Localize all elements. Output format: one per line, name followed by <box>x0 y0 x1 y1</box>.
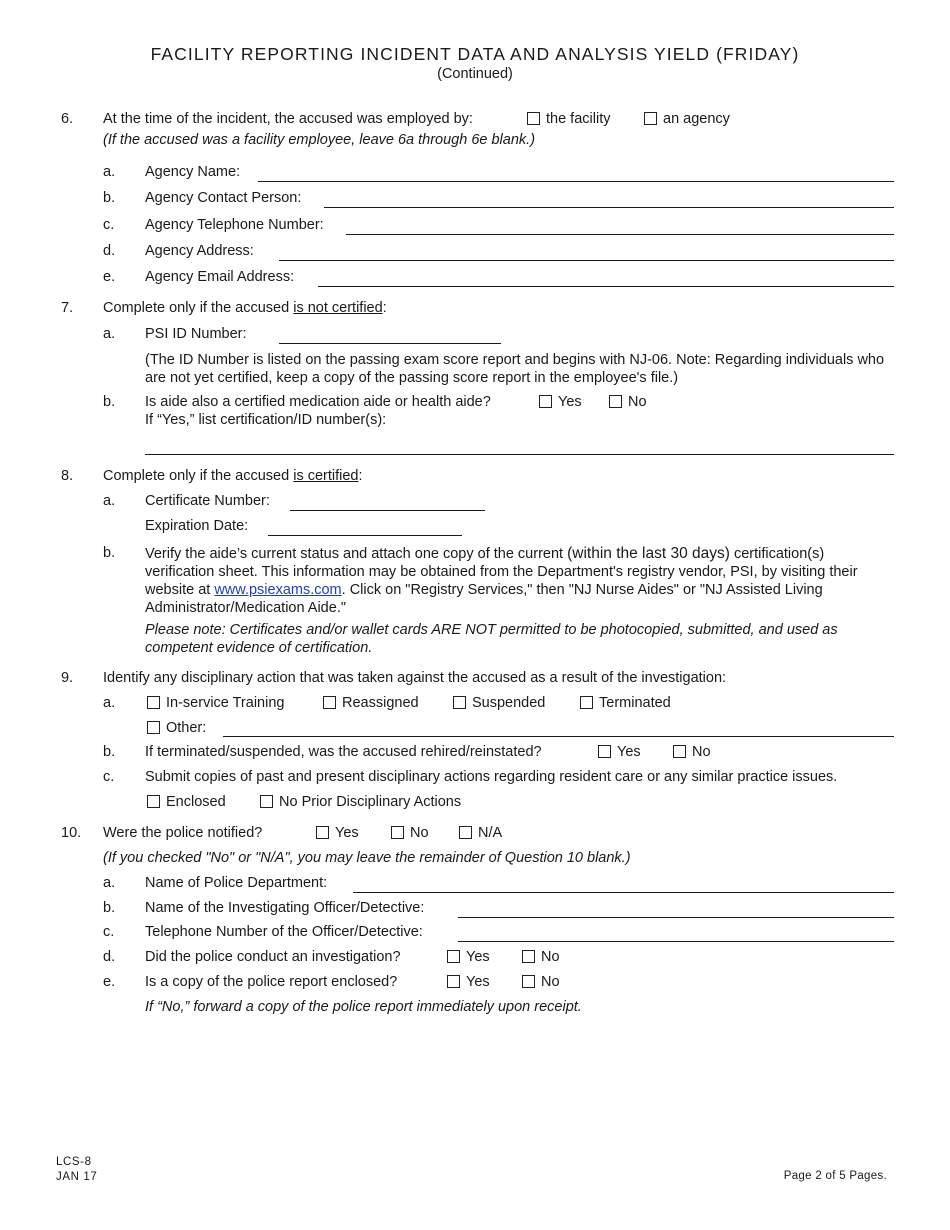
q6e-letter: e. <box>103 269 116 285</box>
terminated-checkbox[interactable] <box>580 696 593 709</box>
q9b-yes-checkbox[interactable] <box>598 745 611 758</box>
expiration-date-label: Expiration Date: <box>145 518 249 534</box>
q10e-note: If “No,” forward a copy of the police report immediately upon receipt. <box>145 999 582 1015</box>
agency-contact-field[interactable] <box>324 207 894 208</box>
q9-number: 9. <box>61 670 74 686</box>
q9b-letter: b. <box>103 744 116 760</box>
q9b-no-option[interactable] <box>673 744 711 760</box>
q10d-question: Did the police conduct an investigation? <box>145 949 401 965</box>
inservice-training-checkbox[interactable] <box>147 696 160 709</box>
q9b-yes-label: Yes <box>617 744 641 760</box>
q7-text <box>103 300 387 316</box>
q7a-letter: a. <box>103 326 116 342</box>
form-date: JAN 17 <box>56 1171 98 1183</box>
terminated-label: Terminated <box>599 695 671 711</box>
police-na-option[interactable] <box>459 825 502 841</box>
investigation-yes-option[interactable] <box>447 949 490 965</box>
police-department-field[interactable] <box>353 892 894 893</box>
police-no-checkbox[interactable] <box>391 826 404 839</box>
q8-number: 8. <box>61 468 74 484</box>
page-title: FACILITY REPORTING INCIDENT DATA AND ANALYSIS YIELD (FRIDAY) <box>150 44 800 64</box>
suspended-checkbox[interactable] <box>453 696 466 709</box>
enclosed-checkbox[interactable] <box>147 795 160 808</box>
q10-text: Were the police notified? <box>103 825 263 841</box>
q7b-question: Is aide also a certified medication aide or health aide? <box>145 394 491 410</box>
q10d-letter: d. <box>103 949 116 965</box>
q6d-letter: d. <box>103 243 116 259</box>
page-subtitle: (Continued) <box>437 66 513 82</box>
report-no-option[interactable] <box>522 974 560 990</box>
q8b-text-3: . Click on "Registry Services," then "NJ Nurse Aides" or "NJ Assisted Living Administrator/Medication Aide." <box>145 582 823 616</box>
reassigned-option[interactable] <box>323 695 419 711</box>
q8-text-pre: Complete only if the accused <box>103 468 294 484</box>
agency-email-field[interactable] <box>318 286 894 287</box>
psi-id-note: (The ID Number is listed on the passing exam score report and begins with NJ-06. Note: Regarding individuals who are not yet certified, keep a copy of the passing score report in the employee's file.) <box>145 352 885 386</box>
q6-number: 6. <box>61 111 74 127</box>
q7-number: 7. <box>61 300 74 316</box>
inservice-training-option[interactable] <box>147 695 284 711</box>
other-action-field[interactable] <box>223 736 894 737</box>
psi-id-label: PSI ID Number: <box>145 326 247 342</box>
enclosed-option[interactable] <box>147 794 226 810</box>
investigation-no-label: No <box>541 949 560 965</box>
q7-text-pre: Complete only if the accused <box>103 300 294 316</box>
report-yes-label: Yes <box>466 974 490 990</box>
agency-address-label: Agency Address: <box>145 243 254 259</box>
no-prior-checkbox[interactable] <box>260 795 273 808</box>
police-yes-checkbox[interactable] <box>316 826 329 839</box>
police-yes-label: Yes <box>335 825 359 841</box>
q8a-letter: a. <box>103 493 116 509</box>
investigation-yes-checkbox[interactable] <box>447 950 460 963</box>
investigation-no-option[interactable] <box>522 949 560 965</box>
police-department-label: Name of Police Department: <box>145 875 328 891</box>
agency-address-field[interactable] <box>279 260 894 261</box>
q9c-letter: c. <box>103 769 115 785</box>
q7b-yes-checkbox[interactable] <box>539 395 552 408</box>
other-label: Other: <box>166 720 207 736</box>
q10c-letter: c. <box>103 924 115 940</box>
police-na-checkbox[interactable] <box>459 826 472 839</box>
q7b-letter: b. <box>103 394 116 410</box>
q8b-text-emphasis: (within the last 30 days) <box>567 545 730 562</box>
other-checkbox[interactable] <box>147 721 160 734</box>
no-prior-option[interactable] <box>260 794 461 810</box>
officer-phone-label: Telephone Number of the Officer/Detective: <box>145 924 423 940</box>
q7b-list-label: If “Yes,” list certification/ID number(s): <box>145 412 387 428</box>
q7b-yes-option[interactable] <box>539 394 582 410</box>
q6-note: (If the accused was a facility employee, leave 6a through 6e blank.) <box>103 132 536 148</box>
q9b-no-checkbox[interactable] <box>673 745 686 758</box>
reassigned-checkbox[interactable] <box>323 696 336 709</box>
q9b-yes-option[interactable] <box>598 744 641 760</box>
facility-checkbox[interactable] <box>527 112 540 125</box>
police-no-option[interactable] <box>391 825 429 841</box>
q7b-no-checkbox[interactable] <box>609 395 622 408</box>
q10e-letter: e. <box>103 974 116 990</box>
reassigned-label: Reassigned <box>342 695 419 711</box>
officer-name-field[interactable] <box>458 917 894 918</box>
report-no-checkbox[interactable] <box>522 975 535 988</box>
q8-text-underlined: is certified <box>293 468 359 484</box>
officer-phone-field[interactable] <box>458 941 894 942</box>
q7-text-post: : <box>382 300 387 316</box>
q10b-letter: b. <box>103 900 116 916</box>
q10-number: 10. <box>61 825 82 841</box>
q10e-question: Is a copy of the police report enclosed? <box>145 974 398 990</box>
q10a-letter: a. <box>103 875 116 891</box>
q8-text-post: : <box>358 468 363 484</box>
agency-email-label: Agency Email Address: <box>145 269 295 285</box>
q8b-letter: b. <box>103 545 116 561</box>
investigation-yes-label: Yes <box>466 949 490 965</box>
page-number: Page 2 of 5 Pages. <box>783 1170 887 1182</box>
investigation-no-checkbox[interactable] <box>522 950 535 963</box>
agency-name-field[interactable] <box>258 181 894 182</box>
certificate-number-field[interactable] <box>290 510 485 511</box>
report-yes-option[interactable] <box>447 974 490 990</box>
certificate-number-label: Certificate Number: <box>145 493 270 509</box>
q9b-no-label: No <box>692 744 711 760</box>
terminated-option[interactable] <box>580 695 671 711</box>
agency-checkbox[interactable] <box>644 112 657 125</box>
psiexams-link[interactable]: www.psiexams.com <box>214 582 342 598</box>
police-yes-option[interactable] <box>316 825 359 841</box>
q9b-question: If terminated/suspended, was the accused rehired/reinstated? <box>145 744 542 760</box>
agency-name-label: Agency Name: <box>145 164 241 180</box>
q8-text <box>103 468 363 484</box>
police-no-label: No <box>410 825 429 841</box>
q7-text-underlined: is not certified <box>293 300 383 316</box>
q6c-letter: c. <box>103 217 115 233</box>
report-yes-checkbox[interactable] <box>447 975 460 988</box>
form-id: LCS-8 <box>56 1156 92 1168</box>
expiration-date-field[interactable] <box>268 535 462 536</box>
agency-phone-label: Agency Telephone Number: <box>145 217 324 233</box>
q6-agency-option[interactable] <box>644 111 730 127</box>
facility-label: the facility <box>546 111 611 127</box>
no-prior-label: No Prior Disciplinary Actions <box>279 794 462 810</box>
q7b-yes-label: Yes <box>558 394 582 410</box>
agency-label: an agency <box>663 111 730 127</box>
q6a-letter: a. <box>103 164 116 180</box>
officer-name-label: Name of the Investigating Officer/Detective: <box>145 900 425 916</box>
q8b-instructions <box>145 545 895 617</box>
q7b-no-option[interactable] <box>609 394 647 410</box>
suspended-option[interactable] <box>453 695 545 711</box>
suspended-label: Suspended <box>472 695 546 711</box>
enclosed-label: Enclosed <box>166 794 226 810</box>
q10-note: (If you checked "No" or "N/A", you may leave the remainder of Question 10 blank.) <box>103 850 631 866</box>
agency-contact-label: Agency Contact Person: <box>145 190 302 206</box>
q9a-letter: a. <box>103 695 116 711</box>
q6-facility-option[interactable] <box>527 111 610 127</box>
psi-id-field[interactable] <box>279 343 501 344</box>
inservice-training-label: In-service Training <box>166 695 285 711</box>
police-na-label: N/A <box>478 825 503 841</box>
other-option[interactable] <box>147 720 206 736</box>
q9-text: Identify any disciplinary action that was taken against the accused as a result of the investigation: <box>103 670 727 686</box>
q6-text: At the time of the incident, the accused was employed by: <box>103 111 473 127</box>
q6b-letter: b. <box>103 190 116 206</box>
q8b-note: Please note: Certificates and/or wallet cards ARE NOT permitted to be photocopied, submitted, and used as competent evidence of certification. <box>145 622 838 656</box>
certification-id-field[interactable] <box>145 454 894 455</box>
agency-phone-field[interactable] <box>346 234 894 235</box>
q7b-no-label: No <box>628 394 647 410</box>
q8b-text-1: Verify the aide’s current status and attach one copy of the current <box>145 546 568 562</box>
q9c-text: Submit copies of past and present disciplinary actions regarding resident care or any similar practice issues. <box>145 769 838 785</box>
q8b-text-2: certification(s) verification sheet. This information may be obtained from the Department's registry vendor, PSI, by visiting their website at <box>145 546 858 598</box>
report-no-label: No <box>541 974 560 990</box>
